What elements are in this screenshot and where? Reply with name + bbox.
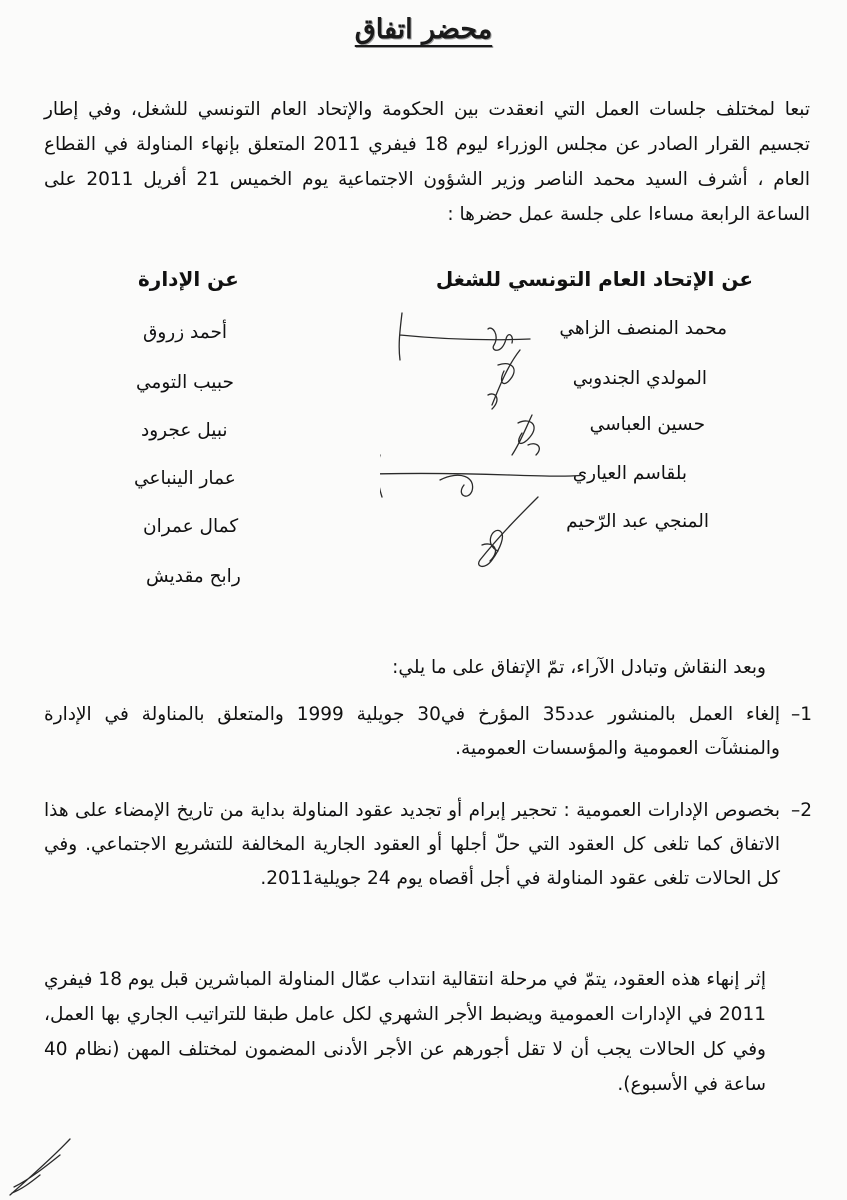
administration-member: حبيب التومي: [136, 372, 234, 393]
administration-member: عمار الينباعي: [134, 468, 236, 489]
document-title: محضر اتفاق: [354, 14, 493, 45]
administration-heading: عن الإدارة: [138, 267, 239, 291]
administration-member: رابح مقديش: [146, 566, 241, 587]
union-member: حسين العباسي: [589, 414, 705, 435]
union-heading: عن الإتحاد العام التونسي للشغل: [435, 267, 753, 291]
union-member: بلقاسم العياري: [572, 463, 687, 484]
administration-member: نبيل عجرود: [141, 420, 228, 441]
agreement-item: [44, 794, 810, 896]
item-text: إلغاء العمل بالمنشور عدد35 المؤرخ في30 جويلية 1999 والمتعلق بالمناولة في الإدارة والمنشآت العمومية والمؤسسات العمومية.: [44, 704, 780, 759]
intro-paragraph: تبعا لمختلف جلسات العمل التي انعقدت بين الحكومة والإتحاد العام التونسي للشغل، وفي إطار تجسيم القرار الصادر عن مجلس الوزراء ليوم 18 فيفري 2011 المتعلق بإنهاء المناولة في القطاع العام ، أشرف السيد محمد الناصر وزير الشؤون الاجتماعية يوم الخميس 21 أفريل 2011 على الساعة الرابعة مساءا على جلسة عمل حضرها :: [44, 99, 811, 225]
union-member: محمد المنصف الزاهي: [559, 318, 727, 339]
corner-initials: [0, 1135, 90, 1200]
union-member: المولدي الجندوبي: [572, 368, 707, 389]
agreement-lead: وبعد النقاش وتبادل الآراء، تمّ الإتفاق على ما يلي:: [392, 657, 766, 678]
closing-paragraph: إثر إنهاء هذه العقود، يتمّ في مرحلة انتقالية انتداب عمّال المناولة المباشرين قبل يوم 18 فيفري 2011 في الإدارات العمومية ويضبط الأجر الشهري لكل عامل طبقا للتراتيب الجاري بها العمل، وفي كل الحالات يجب أن لا تقل أجورهم عن الأجر الأدنى المضمون لمختلف المهن (نظام 40 ساعة في الأسبوع).: [44, 969, 766, 1095]
union-member: المنجي عبد الرّحيم: [566, 511, 709, 532]
item-number: 1–: [790, 704, 812, 725]
handwritten-signatures: [380, 305, 580, 595]
administration-member: كمال عمران: [143, 516, 239, 537]
administration-member: أحمد زروق: [143, 322, 228, 343]
item-number: 2–: [790, 800, 812, 821]
agreement-item: [44, 698, 810, 766]
item-text: بخصوص الإدارات العمومية : تحجير إبرام أو تجديد عقود المناولة بداية من تاريخ الإمضاء على هذا الاتفاق كما تلغى كل العقود التي حلّ أجلها أو العقود الجارية المخالفة للتشريع الاجتماعي. وفي كل الحالات تلغى عقود المناولة في أجل أقصاه يوم 24 جويلية2011.: [44, 800, 780, 889]
